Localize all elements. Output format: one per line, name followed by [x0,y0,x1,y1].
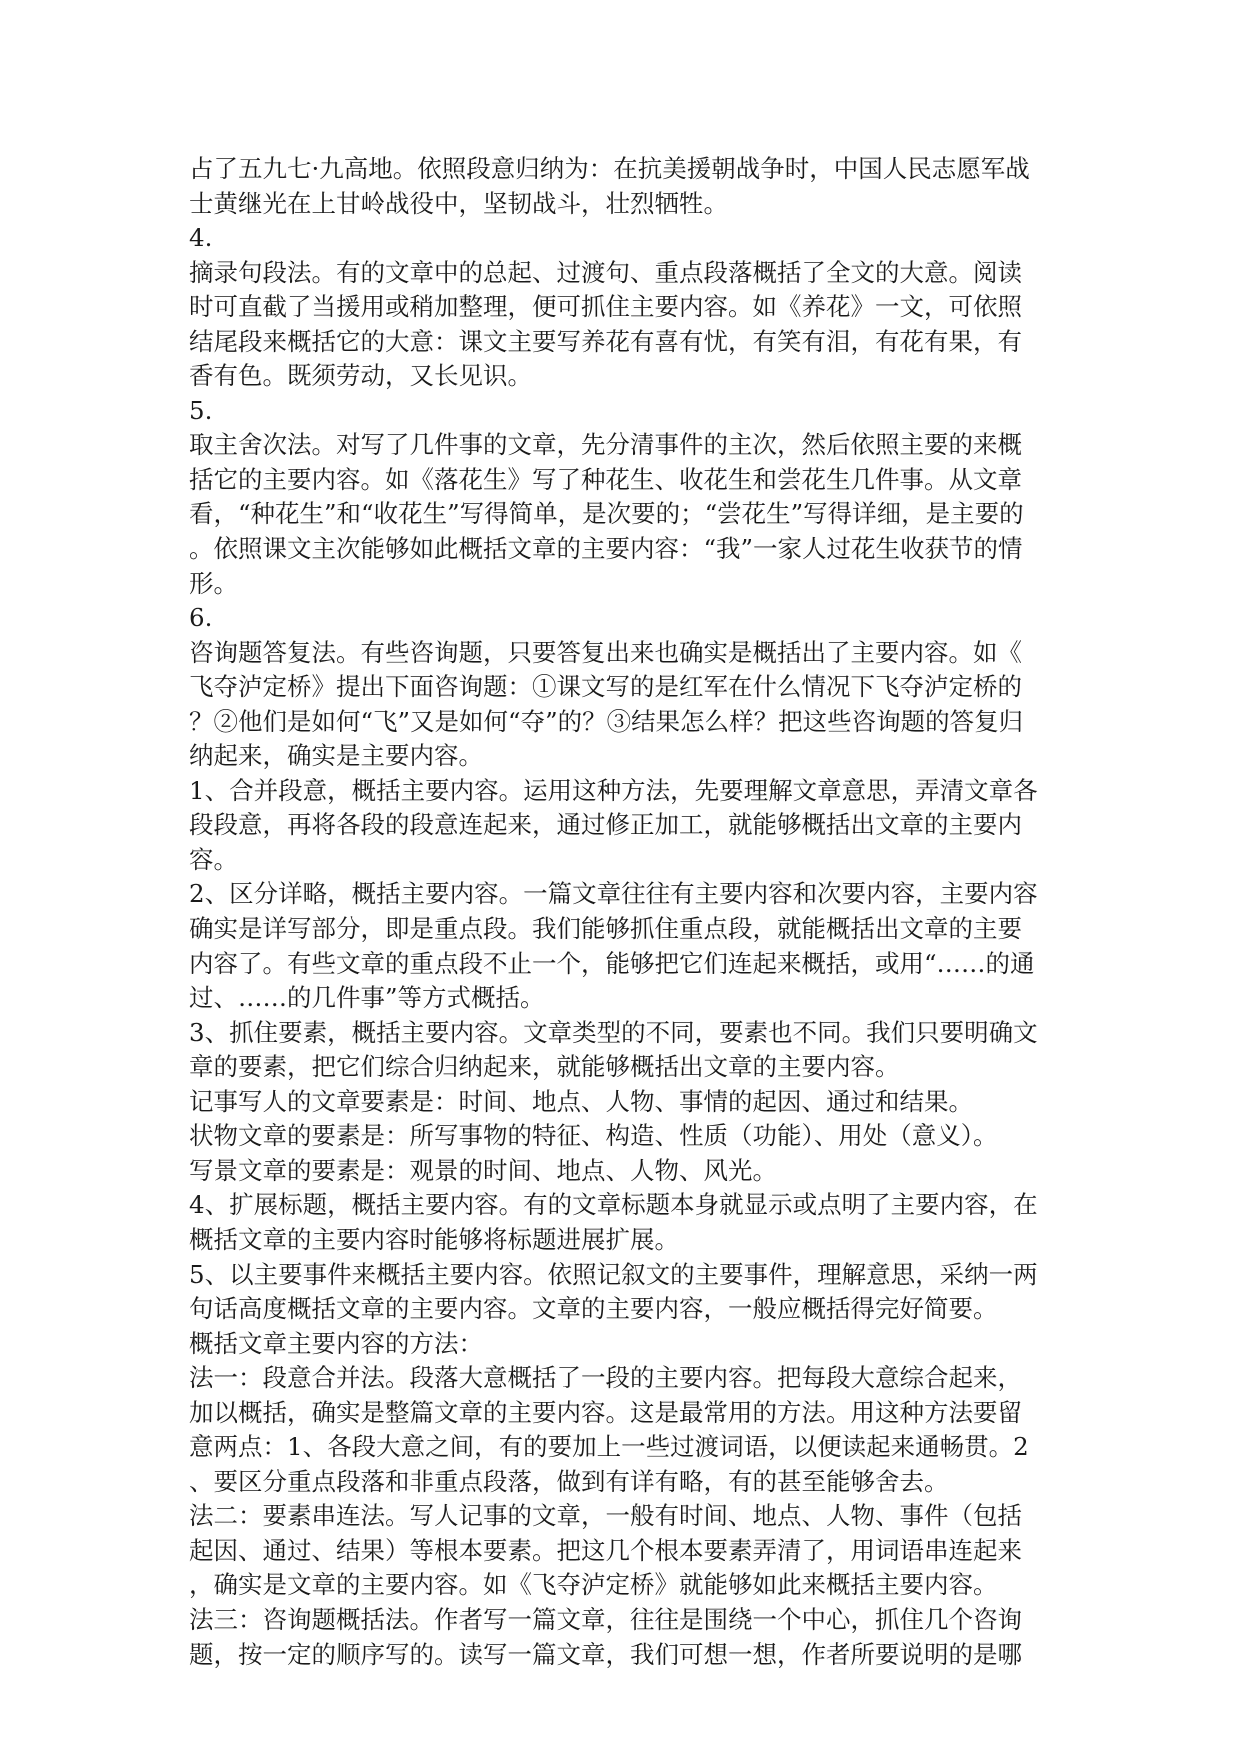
text-line: 内容了。有些文章的重点段不止一个，能够把它们连起来概括，或用“……的通 [189,948,1035,978]
text-line: 看，“种花生”和“收花生”写得简单，是次要的；“尝花生”写得详细，是主要的 [189,499,1024,529]
text-line: 。依照课文主次能够如此概括文章的主要内容：“我”一家人过花生收获节的情 [189,534,1023,564]
text-line: 结尾段来概括它的大意：课文主要写养花有喜有忧，有笑有泪，有花有果，有 [189,326,1022,356]
text-line: 记事写人的文章要素是：时间、地点、人物、事情的起因、通过和结果。 [189,1086,973,1116]
text-line: 形。 [189,568,238,598]
text-line: 加以概括，确实是整篇文章的主要内容。这是最常用的方法。用这种方法要留 [189,1397,1022,1427]
text-line: 3、抓住要素，概括主要内容。文章类型的不同，要素也不同。我们只要明确文 [189,1017,1038,1047]
text-line: 法一：段意合并法。段落大意概括了一段的主要内容。把每段大意综合起来， [189,1363,1022,1393]
text-line: 士黄继光在上甘岭战役中，坚韧战斗，壮烈牺牲。 [189,188,728,218]
text-line: 5、以主要事件来概括主要内容。依照记叙文的主要事件，理解意思，采纳一两 [189,1259,1038,1289]
text-line: 纳起来，确实是主要内容。 [189,741,483,771]
section-number: 5. [189,395,213,425]
text-line: 状物文章的要素是：所写事物的特征、构造、性质（功能）、用处（意义）。 [189,1121,998,1151]
document-body [189,152,1055,1672]
text-line: 摘录句段法。有的文章中的总起、过渡句、重点段落概括了全文的大意。阅读 [189,257,1022,287]
text-line: 句话高度概括文章的主要内容。文章的主要内容，一般应概括得完好简要。 [189,1294,998,1324]
text-line: 取主舍次法。对写了几件事的文章，先分清事件的主次，然后依照主要的来概 [189,430,1022,460]
text-line: 、要区分重点段落和非重点段落，做到有详有略，有的甚至能够舍去。 [189,1466,949,1496]
text-line: 占了五九七·九高地。依照段意归纳为：在抗美援朝战争时，中国人民志愿军战 [189,154,1030,183]
text-line: ？②他们是如何“飞”又是如何“夺”的？③结果怎么样？把这些咨询题的答复归 [189,706,1024,736]
text-line: 容。 [189,844,238,874]
text-line: 章的要素，把它们综合归纳起来，就能够概括出文章的主要内容。 [189,1052,900,1082]
text-line: 段段意，再将各段的段意连起来，通过修正加工，就能够概括出文章的主要内 [189,810,1022,840]
text-line: 意两点：1、各段大意之间，有的要加上一些过渡词语，以便读起来通畅贯。2 [189,1432,1029,1462]
text-line: 飞夺泸定桥》提出下面咨询题：①课文写的是红军在什么情况下飞夺泸定桥的 [189,672,1022,702]
section-number: 4. [189,223,213,253]
text-line: 香有色。既须劳动，又长见识。 [189,361,532,391]
text-line: 咨询题答复法。有些咨询题，只要答复出来也确实是概括出了主要内容。如《 [189,637,1022,667]
text-line: 写景文章的要素是：观景的时间、地点、人物、风光。 [189,1155,777,1185]
section-heading: 概括文章主要内容的方法： [189,1328,483,1358]
text-line: 1、合并段意，概括主要内容。运用这种方法，先要理解文章意思，弄清文章各 [189,775,1038,805]
text-line: ，确实是文章的主要内容。如《飞夺泸定桥》就能够如此来概括主要内容。 [189,1570,998,1600]
text-line: 题，按一定的顺序写的。读写一篇文章，我们可想一想，作者所要说明的是哪 [189,1639,1022,1669]
text-line: 2、区分详略，概括主要内容。一篇文章往往有主要内容和次要内容，主要内容 [189,879,1038,909]
section-number: 6. [189,603,213,633]
text-line: 括它的主要内容。如《落花生》写了种花生、收花生和尝花生几件事。从文章 [189,464,1022,494]
text-line: 过、……的几件事”等方式概括。 [189,983,545,1013]
text-line: 时可直截了当援用或稍加整理，便可抓住主要内容。如《养花》一文，可依照 [189,292,1022,322]
text-line: 确实是详写部分，即是重点段。我们能够抓住重点段，就能概括出文章的主要 [189,914,1022,944]
text-line: 起因、通过、结果）等根本要素。把这几个根本要素弄清了，用词语串连起来 [189,1535,1022,1565]
text-line: 4、扩展标题，概括主要内容。有的文章标题本身就显示或点明了主要内容，在 [189,1190,1038,1220]
text-line: 概括文章的主要内容时能够将标题进展扩展。 [189,1224,679,1254]
text-line: 法三：咨询题概括法。作者写一篇文章，往往是围绕一个中心，抓住几个咨询 [189,1604,1022,1634]
text-line: 法二：要素串连法。写人记事的文章，一般有时间、地点、人物、事件（包括 [189,1501,1022,1531]
